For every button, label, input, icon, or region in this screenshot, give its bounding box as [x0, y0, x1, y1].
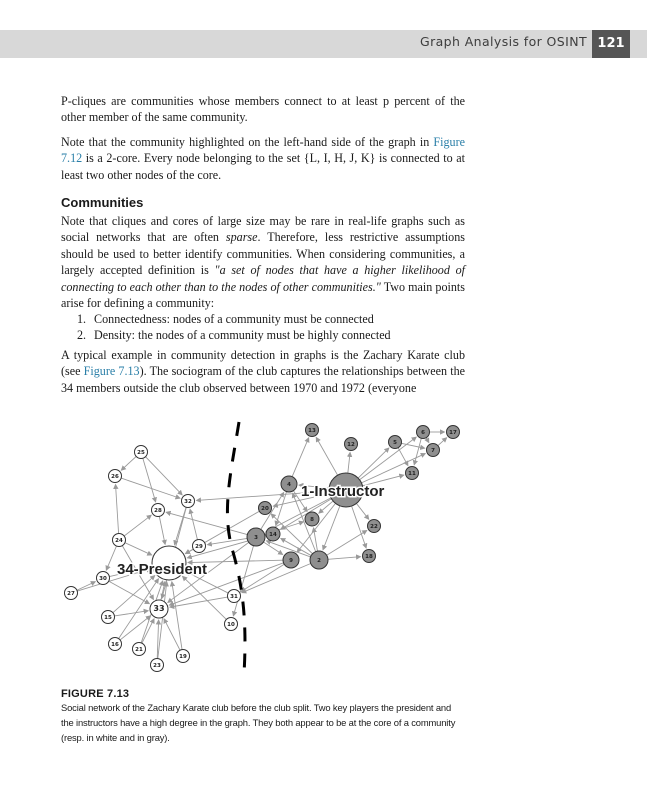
graph-edge	[175, 507, 187, 545]
list-number: 1.	[77, 312, 87, 326]
graph-node-label: 6	[421, 430, 425, 436]
graph-node-label: 14	[269, 532, 277, 538]
graph-node-31	[228, 590, 241, 603]
graph-edge	[316, 437, 337, 475]
graph-edge	[172, 582, 182, 650]
graph-edge	[426, 438, 429, 443]
list-item	[77, 327, 465, 343]
instructor-label: 1-Instructor	[301, 483, 385, 500]
emphasis-sparse: sparse	[225, 230, 258, 245]
graph-node-8	[305, 512, 319, 526]
graph-node-4	[281, 476, 297, 492]
graph-edge	[124, 515, 151, 536]
paragraph-text: Note that the community highlighted on the left-hand side of the graph in	[61, 135, 434, 149]
graph-node-9	[283, 552, 299, 568]
graph-node-label: 8	[310, 517, 314, 523]
graph-node-label: 13	[308, 428, 316, 434]
list-number: 2.	[77, 328, 87, 343]
graph-node-label: 31	[230, 594, 238, 600]
graph-node-label: 26	[111, 474, 119, 480]
graph-edges	[77, 432, 447, 659]
paragraph-text: is a 2-core. Every node belonging to the set {L, I, H, J, K} is connected to at least two other nodes of the core.	[61, 151, 465, 182]
graph-node-3	[247, 528, 265, 546]
graph-edge	[125, 543, 152, 555]
graph-node-32	[182, 495, 195, 508]
graph-edge	[281, 538, 311, 555]
graph-node-26	[109, 470, 122, 483]
paragraph-communities	[61, 213, 465, 311]
section-heading-communities: Communities	[61, 195, 144, 210]
graph-node-13	[306, 424, 319, 437]
graph-edge	[327, 530, 367, 555]
graph-edge	[190, 509, 197, 539]
graph-node-label: 11	[408, 471, 416, 477]
graph-node-label: 21	[135, 647, 143, 653]
graph-node-label: 24	[115, 538, 123, 544]
graph-node-label: 9	[289, 558, 293, 564]
graph-node-label: 25	[137, 450, 145, 456]
figure-7-13-link[interactable]: Figure 7.13	[83, 364, 140, 379]
graph-node-20	[259, 502, 272, 515]
paragraph-text: A typical example in community detection in graphs is the Zachary Karate club (see	[61, 348, 465, 379]
community-criteria-list	[77, 311, 465, 344]
graph-node-6	[417, 426, 430, 439]
graph-edge	[242, 564, 311, 593]
graph-edge	[114, 611, 148, 616]
graph-edge	[348, 452, 350, 473]
graph-node-27	[65, 587, 78, 600]
paragraph-p-cliques: P-cliques are communities whose members connect to at least p percent of the other member of the same community.	[61, 94, 465, 125]
graph-node-label: 16	[111, 642, 119, 648]
graph-edge	[438, 438, 447, 446]
graph-edge	[120, 616, 150, 640]
graph-edge	[323, 506, 340, 550]
graph-node-16	[109, 638, 122, 651]
paragraph-2-core	[61, 134, 465, 183]
graph-node-18	[363, 550, 376, 563]
graph-edge	[281, 499, 332, 530]
graph-edge	[398, 448, 408, 466]
club-split-dashed-line	[227, 422, 245, 674]
paragraph-text: . Therefore, less restrictive assumptions should be used to better identify communities. When considering communities, a largely accepted definition is	[61, 230, 465, 278]
list-item-text: Density: the nodes of a community must be highly connected	[94, 328, 391, 343]
graph-node-label: 18	[365, 554, 373, 560]
graph-node-label: 30	[99, 576, 107, 582]
paragraph-text: Note that cliques and cores of large size may be rare in real-life graphs such as social networks that are often	[61, 214, 465, 245]
figure-caption: Social network of the Zachary Karate club before the club split. Two key players the president and the instructors have a high degree in the graph. They both appear to be at the core of a community (resp. in white and in gray).	[61, 702, 456, 743]
graph-edge	[145, 457, 182, 495]
graph-node-19	[177, 650, 190, 663]
paragraph-text: ). The sociogram of the club captures the relationships between the 34 members outside the club observed between 1970 and 1972 (everyone	[61, 364, 465, 395]
paragraph-karate-club	[61, 347, 465, 396]
graph-node-label: 4	[287, 482, 291, 488]
graph-node-label: 5	[393, 440, 397, 446]
graph-node-label: 33	[153, 604, 165, 613]
graph-edge	[121, 478, 180, 498]
graph-node-33	[150, 600, 168, 618]
graph-node-label: 29	[195, 544, 203, 550]
graph-node-label: 2	[317, 558, 321, 564]
graph-node-30	[97, 572, 110, 585]
graph-node-10	[225, 618, 238, 631]
list-item	[77, 311, 465, 327]
graph-node-25	[135, 446, 148, 459]
graph-edge	[264, 542, 283, 555]
graph-edge	[77, 582, 95, 591]
graph-edge	[207, 538, 247, 544]
running-header-title: Graph Analysis for OSINT	[420, 34, 587, 49]
graph-node-22	[368, 520, 381, 533]
graph-edge	[159, 516, 165, 544]
graph-node-7	[427, 444, 440, 457]
graph-node-29	[193, 540, 206, 553]
graph-edge	[164, 619, 180, 650]
graph-edge	[186, 549, 194, 553]
graph-node-label: 22	[370, 524, 378, 530]
running-header-end	[630, 30, 647, 58]
graph-edge	[328, 557, 361, 560]
graph-node-5	[389, 436, 402, 449]
graph-node-14	[266, 527, 280, 541]
graph-node-21	[133, 643, 146, 656]
graph-edge	[106, 546, 116, 570]
graph-node-23	[151, 659, 164, 672]
graph-node-28	[152, 504, 165, 517]
graph-node-24	[113, 534, 126, 547]
paragraph-text: Two main points arise for defining a community:	[61, 279, 465, 311]
graph-node-label: 23	[153, 663, 161, 669]
graph-node-label: 3	[254, 535, 258, 541]
graph-node-label: 19	[179, 654, 187, 660]
graph-edge	[121, 456, 136, 470]
graph-edge	[266, 498, 331, 532]
community-definition-quote: "a set of nodes that have a higher likelihood of connecting to each other than to the nodes of other communities."	[61, 263, 465, 294]
graph-edge	[292, 438, 309, 477]
graph-node-label: 20	[261, 506, 269, 512]
graph-edge	[356, 503, 368, 519]
graph-node-15	[102, 611, 115, 624]
graph-edge	[116, 484, 119, 533]
figure-label: FIGURE 7.13	[61, 688, 130, 700]
graph-node-label: 12	[347, 442, 355, 448]
graph-node-17	[447, 426, 460, 439]
graph-edge	[352, 506, 367, 548]
graph-node-label: 32	[184, 499, 192, 505]
president-label: 34-President	[117, 561, 208, 578]
karate-club-network-figure	[61, 412, 466, 680]
graph-edge	[358, 448, 389, 478]
graph-edge	[109, 581, 150, 604]
graph-node-11	[406, 467, 419, 480]
graph-edge	[414, 438, 421, 465]
figure-7-12-link[interactable]: Figure 7.12	[61, 135, 465, 166]
graph-node-label: 17	[449, 430, 457, 436]
graph-node-12	[345, 438, 358, 451]
graph-node-label: 27	[67, 591, 75, 597]
graph-node-label: 15	[104, 615, 112, 621]
page-number: 121	[592, 30, 630, 58]
graph-node-2	[310, 551, 328, 569]
graph-node-label: 10	[227, 622, 235, 628]
graph-node-label: 28	[154, 508, 162, 514]
graph-node-label: 7	[431, 448, 435, 454]
list-item-text: Connectedness: nodes of a community must be connected	[94, 312, 374, 326]
